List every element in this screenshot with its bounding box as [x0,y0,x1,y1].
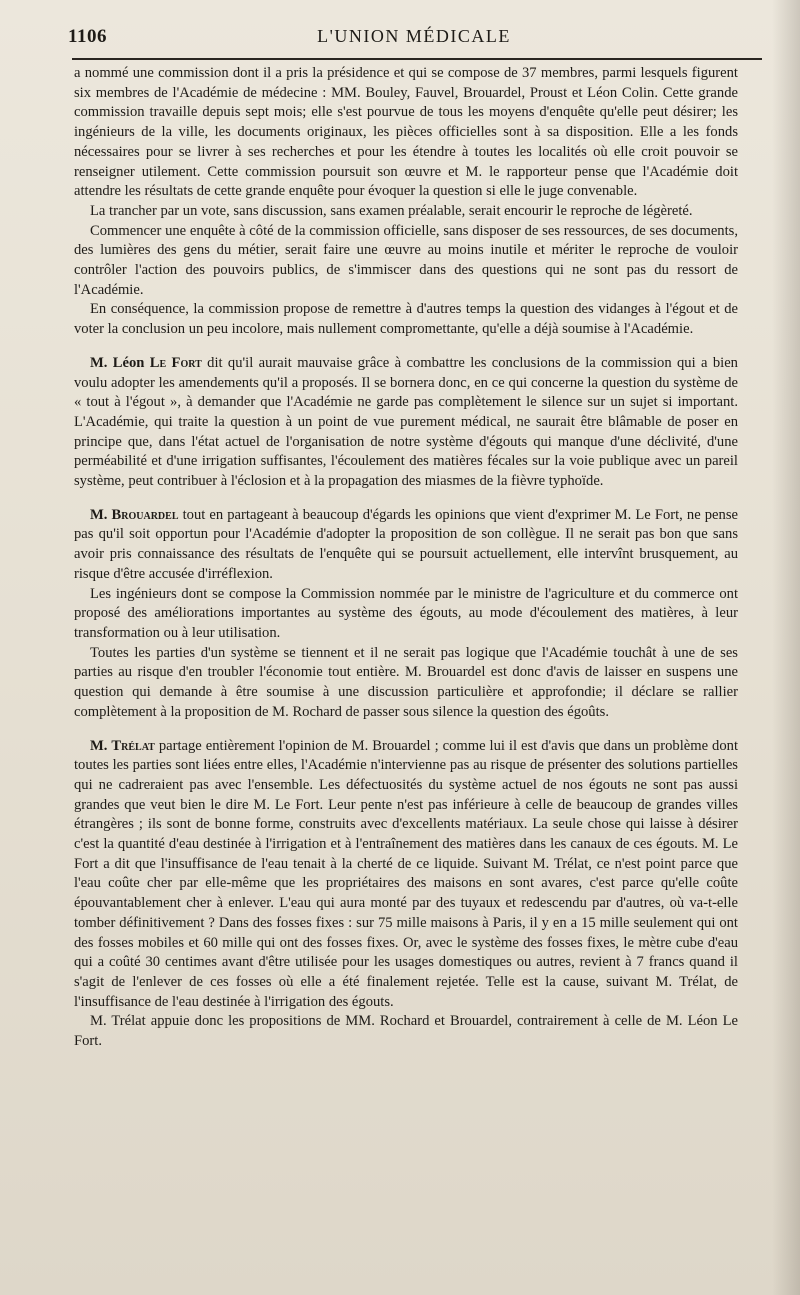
paragraph-1: a nommé une commission dont il a pris la présidence et qui se compose de 37 membres, parmi lesquels figurent six membres de l'Académie de médecine : MM. Bouley, Fauvel, Brouardel, Proust et Léon Colin. Cette grande commission travaille depuis sept mois; elle s'est pourvue de tous les moyens d'enquête qu'elle peut désirer; les ingénieurs de la ville, les documents originaux, les pièces officielles sont à sa disposition. Elle a les fonds nécessaires pour se livrer à ses recherches et pour les étendre à toutes les localités où elle croit pouvoir se renseigner utilement. Cette commission poursuit son œuvre et M. le rapporteur pense que l'Académie doit attendre les résultats de cette grande enquête pour évoquer la question si elle le juge convenable. [74,65,738,200]
paragraph-6-text: tout en partageant à beaucoup d'égards les opinions que vient d'exprimer M. Le Fort, ne pense pas qu'il soit opportun pour l'Académie d'adopter la proposition de son collègue. Il ne serait pas bon que sans avoir pris connaissance des résultats de l'enquête qui se poursuit actuellement, elle intervînt brusquement, au risque d'être accusée d'irréflexion. [74,506,738,582]
speaker-name: Trélat [111,737,155,754]
paragraph-5 [74,354,738,492]
paragraph-9-text: partage entièrement l'opinion de M. Brouardel ; comme lui il est d'avis que dans un problème dont toutes les parties sont liées entre elles, l'Académie n'intervienne pas au risque de présenter des solutions partielles qui ne cadreraient pas avec l'ensemble. Les défectuosités du système actuel de nos égouts ne sont pas aussi grandes que veut bien le dire M. Le Fort. Leur pente n'est pas inférieure à celle de beaucoup de grandes villes étrangères ; ils sont de bonne forme, construits avec d'excellents matériaux. La seule chose qui laisse à désirer c'est la quantité d'eau destinée à l'irrigation et à l'entraînement des matières dans les canaux de ces égouts. M. Le Fort a dit que l'insuffisance de l'eau tenait à la cherté de ce liquide. Suivant M. Trélat, ce n'est point parce que l'eau coûte cher par elle-même que les propriétaires des maisons en sont avares, c'est parce qu'elle coûte épouvantablement cher à enlever. L'eau qui aura monté par des tuyaux et redescendu par d'autres, où va-t-elle tomber définitivement ? Dans des fosses fixes : sur 75 mille maisons à Paris, il y en a 15 mille seulement qui ont des fosses mobiles et 60 mille qui ont des fosses fixes. Or, avec le système des fosses fixes, le mètre cube d'eau qui a coûté 30 centimes avant d'être utilisée pour les usages domestiques ou autres, revient à 7 francs quand il s'agit de l'enlever de ces fosses où elle a été finalement rejetée. Telle est la cause, suivant M. Trélat, de l'insuffisance de l'eau destinée à l'irrigation des égouts. [74,737,738,1010]
speaker-prefix: M. [90,737,112,754]
paragraph-9 [74,737,738,1013]
paragraph-6 [74,506,738,585]
page-number: 1106 [68,26,107,47]
article-body [74,64,738,1052]
header-rule [72,58,762,60]
speaker-name: Brouardel [111,506,179,523]
paragraph-8: Toutes les parties d'un système se tiennent et il ne serait pas logique que l'Académie touchât à une de ses parties au risque d'en troubler l'économie tout entière. M. Brouardel est donc d'avis de laisser en suspens une question qui demande à être soumise à une discussion particulière et approfondie; il déclare se rallier complètement à la proposition de M. Rochard de passer sous silence la question des égoûts. [74,644,738,720]
page-header [64,20,764,50]
speaker-name: Le Fort [149,354,202,371]
running-title: L'UNION MÉDICALE [317,26,511,46]
speaker-prefix: M. [90,506,112,523]
paragraph-5-text: dit qu'il aurait mauvaise grâce à combattre les conclusions de la commission qui a bien voulu adopter les amendements qu'il a proposés. Il se bornera donc, en ce qui concerne la question du système de « tout à l'égout », à demander que l'Académie ne garde pas complètement le silence sur un sujet si important. L'Académie, qui traite la question à un point de vue purement médical, ne saurait être blâmable de poser en principe que, dans l'état actuel de l'organisation de notre système d'égouts qui manque d'une déclivité, d'une perméabilité et d'une irrigation suffisantes, l'écoulement des matières fécales sur la voie publique avec un pareil système, peut contribuer à l'éclosion et à la propagation des miasmes de la fièvre typhoïde. [74,354,738,490]
page-edge-shadow [772,0,800,1295]
paragraph-10: M. Trélat appuie donc les propositions de MM. Rochard et Brouardel, contrairement à celle de M. Léon Le Fort. [74,1013,738,1050]
paragraph-3: Commencer une enquête à côté de la commission officielle, sans disposer de ses ressources, de ses documents, des lumières des gens du métier, serait faire une œuvre au moins inutile et mériter le reproche de vouloir contrôler l'action des pouvoirs publics, de s'immiscer dans des questions qui ne sont pas du ressort de l'Académie. [74,222,738,298]
paragraph-7: Les ingénieurs dont se compose la Commission nommée par le ministre de l'agriculture et du commerce ont proposé des améliorations importantes au système des égouts, au mode d'écoulement des matières, à leur transformation ou à leur utilisation. [74,585,738,641]
paragraph-2: La trancher par un vote, sans discussion, sans examen préalable, serait encourir le reproche de légèreté. [90,202,693,219]
speaker-prefix: M. Léon [90,354,150,371]
paragraph-4: En conséquence, la commission propose de remettre à d'autres temps la question des vidanges à l'égout et de voter la conclusion un peu incolore, mais nullement compromettante, qu'elle a déjà soumise à l'Académie. [74,301,738,338]
